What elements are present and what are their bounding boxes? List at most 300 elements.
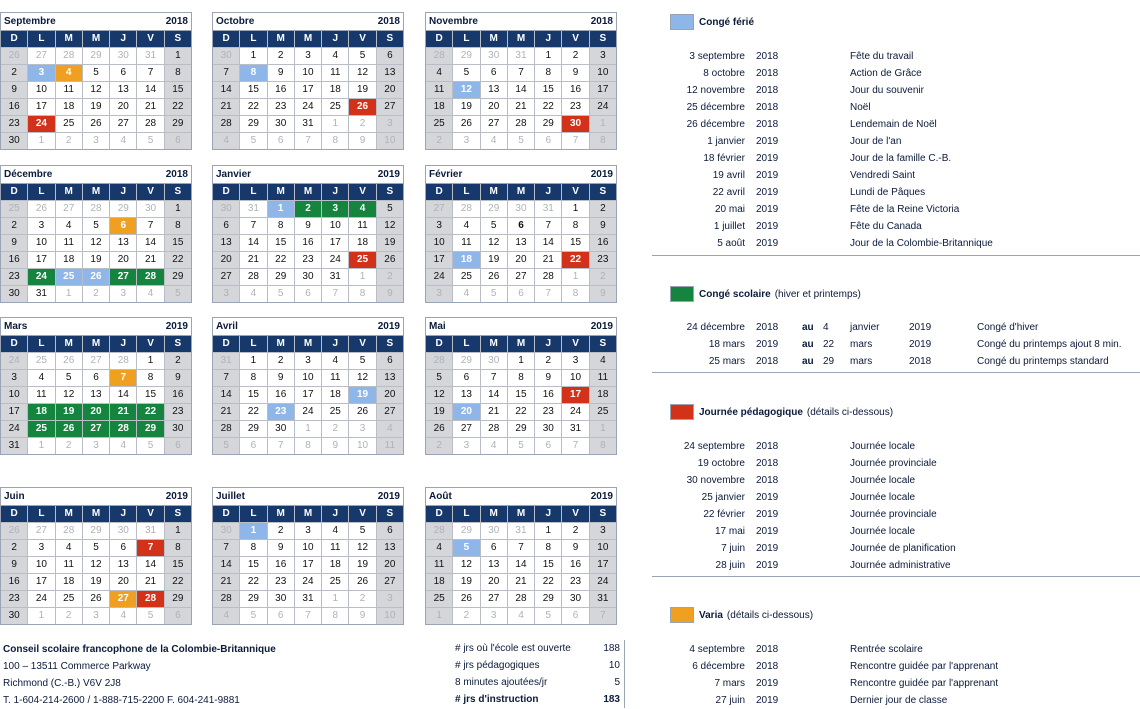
day-cell: 3 [28,218,54,234]
month-août [425,487,617,625]
day-cell: 1 [240,353,266,369]
break-start-date: 18 mars [708,339,745,350]
address-line: 100 – 13511 Commerce Parkway [3,661,151,672]
day-cell: 28 [213,591,239,607]
day-cell: 7 [562,438,588,454]
month-days [425,505,617,625]
day-cell: 27 [426,201,452,217]
day-cell: 21 [213,404,239,420]
day-cell: 16 [268,387,294,403]
day-cell: 11 [56,235,82,251]
day-cell: 31 [240,201,266,217]
month-days [0,30,192,150]
day-cell: 5 [426,370,452,386]
day-cell: 5 [377,201,403,217]
event-row [655,472,1135,489]
day-cell: 29 [268,269,294,285]
day-cell: 27 [110,269,136,285]
day-cell: 8 [240,540,266,556]
event-date: 19 octobre [697,458,745,469]
month-year: 2018 [165,169,188,180]
day-cell: 14 [137,557,163,573]
stat-value: 5 [614,677,620,688]
day-cell: 13 [110,557,136,573]
day-cell: 9 [562,65,588,81]
divider [652,372,1140,373]
day-cell: 17 [295,82,321,98]
day-cell: 7 [295,133,321,149]
day-cell: 2 [268,48,294,64]
stats-block [440,640,620,708]
day-cell: 16 [562,557,588,573]
color-swatch [670,404,694,420]
month-header [212,165,404,183]
day-cell: 4 [322,353,348,369]
day-cell: 5 [481,218,507,234]
day-cell: 17 [322,235,348,251]
day-cell: 24 [590,574,616,590]
weekday-header: M [508,31,534,47]
day-cell: 2 [56,438,82,454]
day-cell: 7 [562,133,588,149]
day-cell: 7 [508,540,534,556]
day-cell: 5 [137,438,163,454]
weekday-header: V [349,336,375,352]
weekday-header: M [83,184,109,200]
month-days [212,505,404,625]
event-date: 25 décembre [686,102,745,113]
day-cell: 4 [322,48,348,64]
day-cell: 5 [137,133,163,149]
day-cell: 12 [481,235,507,251]
day-cell: 6 [508,218,534,234]
day-cell: 4 [590,353,616,369]
day-cell: 27 [508,269,534,285]
day-cell: 4 [426,540,452,556]
day-cell: 11 [322,65,348,81]
day-cell: 4 [426,65,452,81]
weekday-header: D [1,184,27,200]
day-cell: 2 [562,523,588,539]
day-cell: 18 [322,557,348,573]
break-label: Congé d'hiver [977,322,1039,333]
day-cell: 28 [481,421,507,437]
month-days [425,335,617,455]
month-year: 2019 [165,491,188,502]
day-cell: 3 [295,48,321,64]
day-cell: 26 [453,591,479,607]
weekday-header: M [295,31,321,47]
day-cell: 29 [453,48,479,64]
day-cell: 15 [535,82,561,98]
day-cell: 9 [295,218,321,234]
weekday-header: M [56,336,82,352]
day-cell: 25 [322,404,348,420]
day-cell: 1 [165,523,191,539]
weekday-header: V [137,506,163,522]
weekday-header: M [508,184,534,200]
day-cell: 25 [28,421,54,437]
day-cell: 5 [453,540,479,556]
day-cell: 6 [240,438,266,454]
day-cell: 21 [137,99,163,115]
day-cell: 9 [165,370,191,386]
day-cell: 29 [110,201,136,217]
day-cell: 4 [56,65,82,81]
weekday-header: V [562,31,588,47]
day-cell: 30 [562,116,588,132]
day-cell: 1 [322,116,348,132]
break-au: au [802,339,814,350]
day-cell: 16 [295,235,321,251]
month-days [212,335,404,455]
day-cell: 6 [562,608,588,624]
day-cell: 27 [213,269,239,285]
weekday-header: S [377,184,403,200]
day-cell: 31 [1,438,27,454]
weekday-header: L [453,31,479,47]
event-year: 2019 [756,170,779,181]
weekday-header: L [28,31,54,47]
event-label: Fête du Canada [850,221,922,232]
day-cell: 7 [535,218,561,234]
event-year: 2019 [756,678,779,689]
day-cell: 25 [426,591,452,607]
day-cell: 16 [562,82,588,98]
day-cell: 19 [453,574,479,590]
event-row [655,82,1135,99]
day-cell: 27 [377,574,403,590]
event-label: Rencontre guidée par l'apprenant [850,678,999,689]
day-cell: 10 [377,133,403,149]
weekday-header: M [295,336,321,352]
event-row [655,540,1135,557]
day-cell: 6 [295,286,321,302]
day-cell: 6 [268,608,294,624]
day-cell: 1 [562,269,588,285]
weekday-header: M [295,184,321,200]
break-end-month: mars [850,356,873,367]
day-cell: 15 [165,557,191,573]
month-décembre [0,165,192,303]
day-cell: 30 [508,201,534,217]
weekday-header: M [508,506,534,522]
break-au: au [802,356,814,367]
day-cell: 22 [508,404,534,420]
day-cell: 17 [28,574,54,590]
day-cell: 1 [426,608,452,624]
month-octobre [212,12,404,150]
day-cell: 9 [268,540,294,556]
day-cell: 26 [377,252,403,268]
day-cell: 28 [453,201,479,217]
month-days [212,183,404,303]
event-row [655,150,1135,167]
month-avril [212,317,404,455]
day-cell: 31 [295,591,321,607]
day-cell: 14 [481,387,507,403]
event-date: 7 mars [714,678,745,689]
day-cell: 8 [165,540,191,556]
day-cell: 22 [165,252,191,268]
event-year: 2018 [756,102,779,113]
day-cell: 12 [453,557,479,573]
event-row [655,167,1135,184]
day-cell: 25 [56,269,82,285]
day-cell: 14 [213,557,239,573]
day-cell: 13 [481,82,507,98]
event-label: Journée locale [850,441,916,452]
event-date: 7 juin [721,543,745,554]
day-cell: 20 [110,574,136,590]
day-cell: 19 [83,99,109,115]
day-cell: 18 [453,252,479,268]
break-end-month: janvier [850,322,880,333]
day-cell: 9 [1,82,27,98]
day-cell: 11 [453,235,479,251]
month-year: 2019 [590,491,613,502]
event-year: 2019 [756,543,779,554]
weekday-header: V [137,184,163,200]
day-cell: 13 [508,235,534,251]
day-cell: 3 [481,608,507,624]
break-end-day: 4 [823,322,829,333]
day-cell: 3 [110,286,136,302]
day-cell: 9 [590,286,616,302]
day-cell: 1 [56,286,82,302]
day-cell: 28 [213,421,239,437]
day-cell: 14 [535,235,561,251]
day-cell: 2 [83,286,109,302]
day-cell: 11 [56,557,82,573]
day-cell: 8 [165,65,191,81]
event-row [655,201,1135,218]
event-date: 20 mai [714,204,745,215]
month-days [0,335,192,455]
day-cell: 5 [165,286,191,302]
weekday-header: J [535,31,561,47]
event-row [655,133,1135,150]
day-cell: 27 [481,591,507,607]
month-header [212,12,404,30]
day-cell: 23 [268,99,294,115]
day-cell: 5 [508,438,534,454]
stat-row [440,640,620,657]
day-cell: 1 [295,421,321,437]
day-cell: 6 [165,133,191,149]
day-cell: 11 [426,557,452,573]
day-cell: 9 [268,65,294,81]
day-cell: 12 [377,218,403,234]
weekday-header: J [110,336,136,352]
day-cell: 9 [1,557,27,573]
day-cell: 7 [590,608,616,624]
month-header [0,12,192,30]
day-cell: 28 [535,269,561,285]
day-cell: 22 [165,99,191,115]
break-start-date: 24 décembre [686,322,745,333]
month-year: 2018 [165,16,188,27]
day-cell: 1 [28,133,54,149]
day-cell: 12 [349,370,375,386]
day-cell: 2 [590,269,616,285]
month-header [425,12,617,30]
weekday-header: M [56,31,82,47]
day-cell: 2 [165,353,191,369]
day-cell: 6 [110,65,136,81]
day-cell: 10 [28,235,54,251]
day-cell: 13 [83,387,109,403]
weekday-header: S [165,336,191,352]
event-year: 2019 [756,560,779,571]
day-cell: 30 [1,608,27,624]
day-cell: 23 [295,252,321,268]
month-days [0,183,192,303]
month-days [212,30,404,150]
day-cell: 22 [137,404,163,420]
event-date: 22 avril [712,187,745,198]
day-cell: 21 [137,252,163,268]
day-cell: 8 [240,65,266,81]
day-cell: 24 [322,252,348,268]
day-cell: 20 [110,99,136,115]
event-year: 2019 [756,695,779,706]
day-cell: 19 [377,235,403,251]
break-end-day: 22 [823,339,835,350]
day-cell: 4 [56,218,82,234]
day-cell: 21 [137,574,163,590]
break-start-year: 2018 [756,356,779,367]
day-cell: 31 [590,591,616,607]
day-cell: 7 [137,65,163,81]
day-cell: 20 [481,574,507,590]
day-cell: 17 [426,252,452,268]
event-year: 2019 [756,221,779,232]
day-cell: 8 [322,133,348,149]
day-cell: 27 [481,116,507,132]
break-au: au [802,322,814,333]
day-cell: 3 [377,116,403,132]
day-cell: 2 [268,353,294,369]
day-cell: 1 [268,201,294,217]
month-name: Janvier [216,169,252,180]
day-cell: 4 [213,133,239,149]
break-end-year: 2018 [909,356,932,367]
day-cell: 3 [28,65,54,81]
day-cell: 4 [453,218,479,234]
event-date: 26 décembre [686,119,745,130]
day-cell: 4 [349,201,375,217]
weekday-header: L [240,184,266,200]
weekday-header: J [322,184,348,200]
day-cell: 28 [137,269,163,285]
day-cell: 25 [56,116,82,132]
day-cell: 2 [56,608,82,624]
legend-title: Varia [699,609,723,621]
day-cell: 7 [295,608,321,624]
day-cell: 24 [28,269,54,285]
day-cell: 28 [508,591,534,607]
day-cell: 6 [165,608,191,624]
day-cell: 19 [349,387,375,403]
day-cell: 16 [268,82,294,98]
legend-title: Congé scolaire [699,288,771,300]
day-cell: 18 [322,82,348,98]
weekday-header: M [83,336,109,352]
legend-note: (détails ci-dessous) [726,609,814,621]
day-cell: 7 [508,65,534,81]
day-cell: 16 [268,557,294,573]
day-cell: 1 [137,353,163,369]
day-cell: 1 [240,523,266,539]
event-date: 30 novembre [686,475,745,486]
day-cell: 21 [508,99,534,115]
month-header [212,317,404,335]
day-cell: 8 [590,438,616,454]
day-cell: 15 [240,557,266,573]
weekday-header: D [426,336,452,352]
day-cell: 4 [213,608,239,624]
event-year: 2018 [756,441,779,452]
color-swatch [670,286,694,302]
month-days [425,30,617,150]
day-cell: 26 [426,421,452,437]
weekday-header: M [268,506,294,522]
day-cell: 29 [165,591,191,607]
day-cell: 20 [377,387,403,403]
day-cell: 28 [137,591,163,607]
day-cell: 4 [110,133,136,149]
day-cell: 8 [349,286,375,302]
event-row [655,641,1135,658]
break-end-day: 29 [823,356,835,367]
month-header [425,317,617,335]
day-cell: 1 [508,353,534,369]
day-cell: 18 [349,235,375,251]
day-cell: 9 [535,370,561,386]
month-name: Septembre [4,16,56,27]
day-cell: 3 [83,438,109,454]
day-cell: 2 [349,116,375,132]
break-label: Congé du printemps ajout 8 min. [977,339,1122,350]
event-row [655,438,1135,455]
day-cell: 24 [590,99,616,115]
day-cell: 15 [535,557,561,573]
day-cell: 27 [83,421,109,437]
day-cell: 27 [110,116,136,132]
day-cell: 5 [535,608,561,624]
day-cell: 29 [453,353,479,369]
day-cell: 29 [137,421,163,437]
event-year: 2018 [756,85,779,96]
day-cell: 26 [83,269,109,285]
event-label: Noël [850,102,871,113]
day-cell: 5 [508,133,534,149]
day-cell: 3 [349,421,375,437]
stat-value: 188 [603,643,620,654]
day-cell: 2 [322,421,348,437]
event-row [655,557,1135,574]
divider [624,640,625,708]
event-row [655,48,1135,65]
weekday-header: M [481,184,507,200]
weekday-header: M [508,336,534,352]
event-year: 2019 [756,526,779,537]
day-cell: 23 [1,591,27,607]
day-cell: 22 [165,574,191,590]
weekday-header: J [535,184,561,200]
day-cell: 3 [83,133,109,149]
